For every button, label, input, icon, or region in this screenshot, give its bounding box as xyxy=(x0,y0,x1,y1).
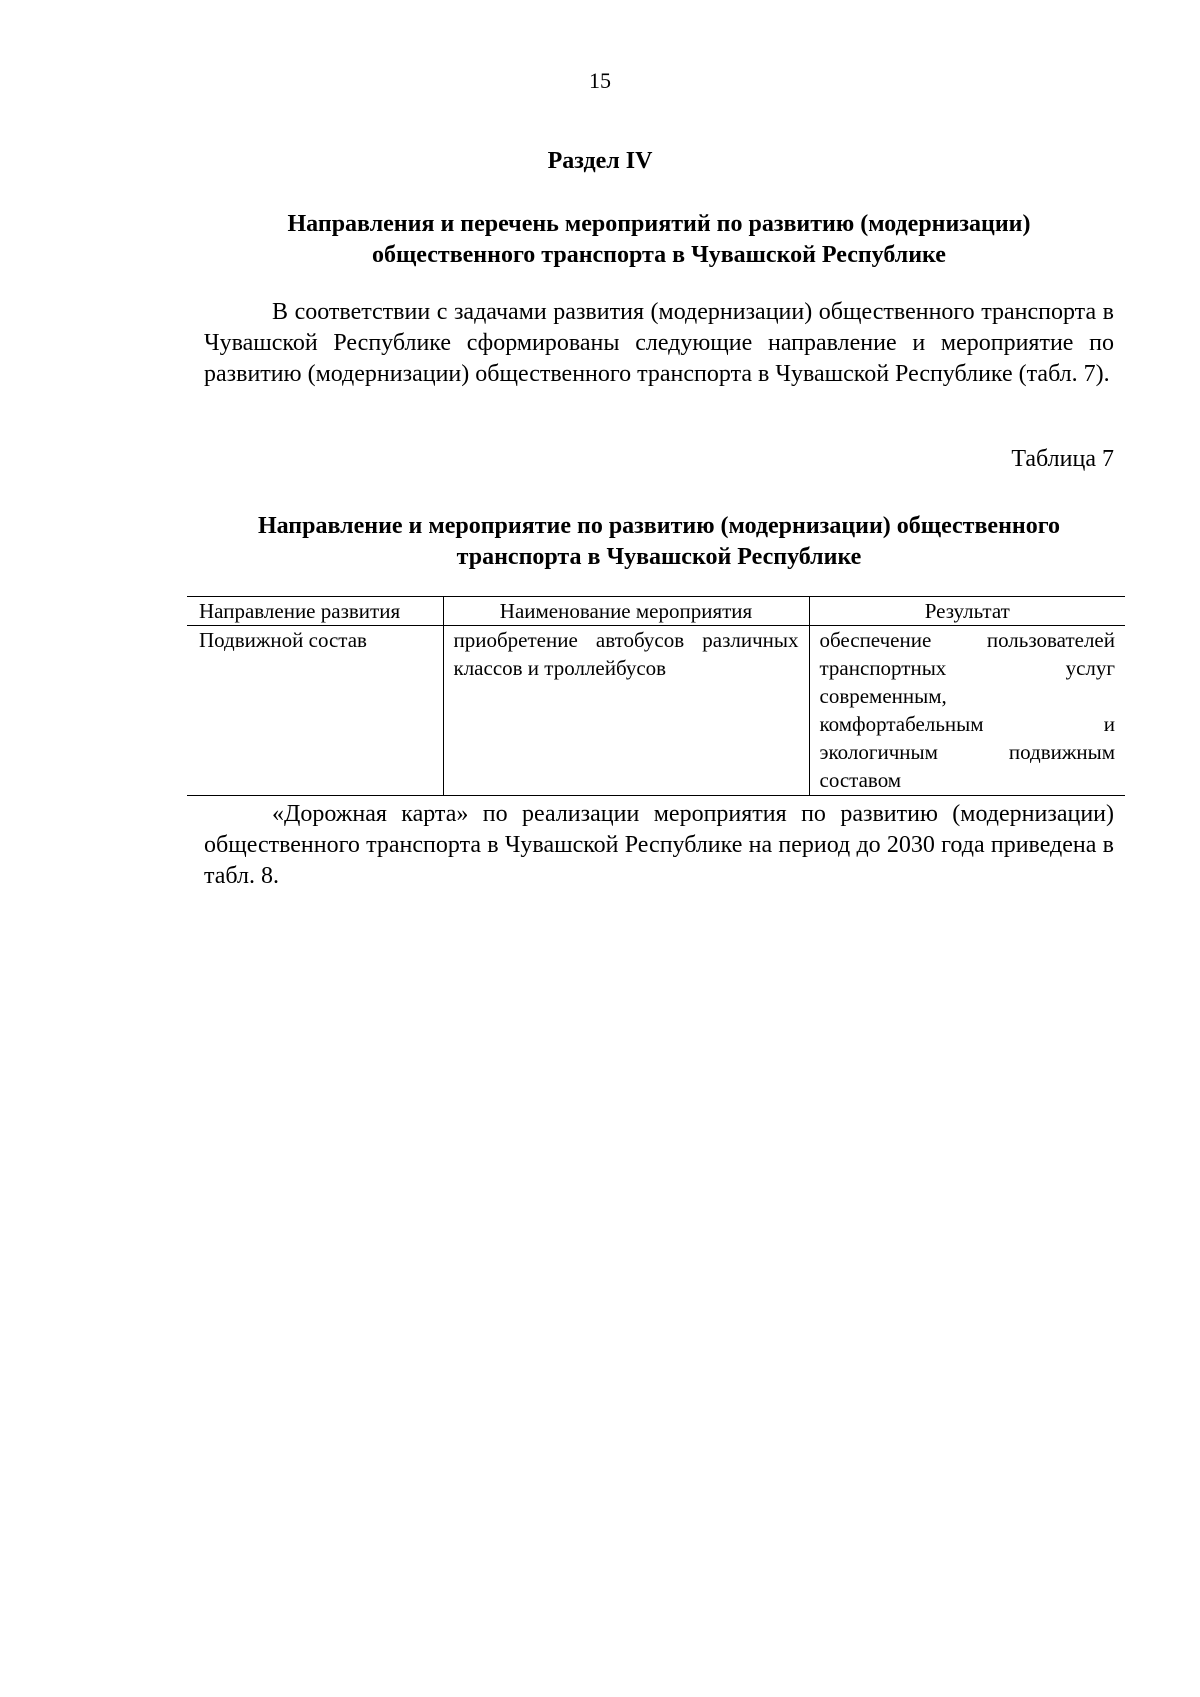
cell-result: обеспечение пользователей транспортных услуг современным, комфортабельным и экологичным подвижным составом xyxy=(809,626,1125,796)
section-heading xyxy=(204,209,1114,271)
table-title-line: транспорта в Чувашской Республике xyxy=(456,544,862,570)
table-header-row xyxy=(187,597,1125,626)
table-title xyxy=(204,511,1114,573)
intro-paragraph: В соответствии с задачами развития (модернизации) общественного транспорта в Чувашской Республике сформированы следующие направление и мероприятие по развитию (модернизации) общественного транспорта в Чувашской Республике (табл. 7). xyxy=(204,299,1114,387)
page-number: 15 xyxy=(589,68,611,93)
cell-measure: приобретение автобусов различных классов и троллейбусов xyxy=(443,626,809,796)
table-row xyxy=(187,626,1125,796)
table-label: Таблица 7 xyxy=(1011,446,1114,472)
closing-paragraph: «Дорожная карта» по реализации мероприятия по развитию (модернизации) общественного транспорта в Чувашской Республике на период до 2030 года приведена в табл. 8. xyxy=(204,801,1114,889)
header-result: Результат xyxy=(809,597,1125,626)
section-title: Раздел IV xyxy=(547,148,653,174)
section-heading-line: общественного транспорта в Чувашской Республике xyxy=(372,242,946,268)
header-measure: Наименование мероприятия xyxy=(443,597,809,626)
measures-table xyxy=(187,596,1125,796)
cell-direction: Подвижной состав xyxy=(187,626,443,796)
table-title-line: Направление и мероприятие по развитию (модернизации) общественного xyxy=(257,513,1061,539)
header-direction: Направление развития xyxy=(187,597,443,626)
section-heading-line: Направления и перечень мероприятий по развитию (модернизации) xyxy=(287,211,1031,237)
